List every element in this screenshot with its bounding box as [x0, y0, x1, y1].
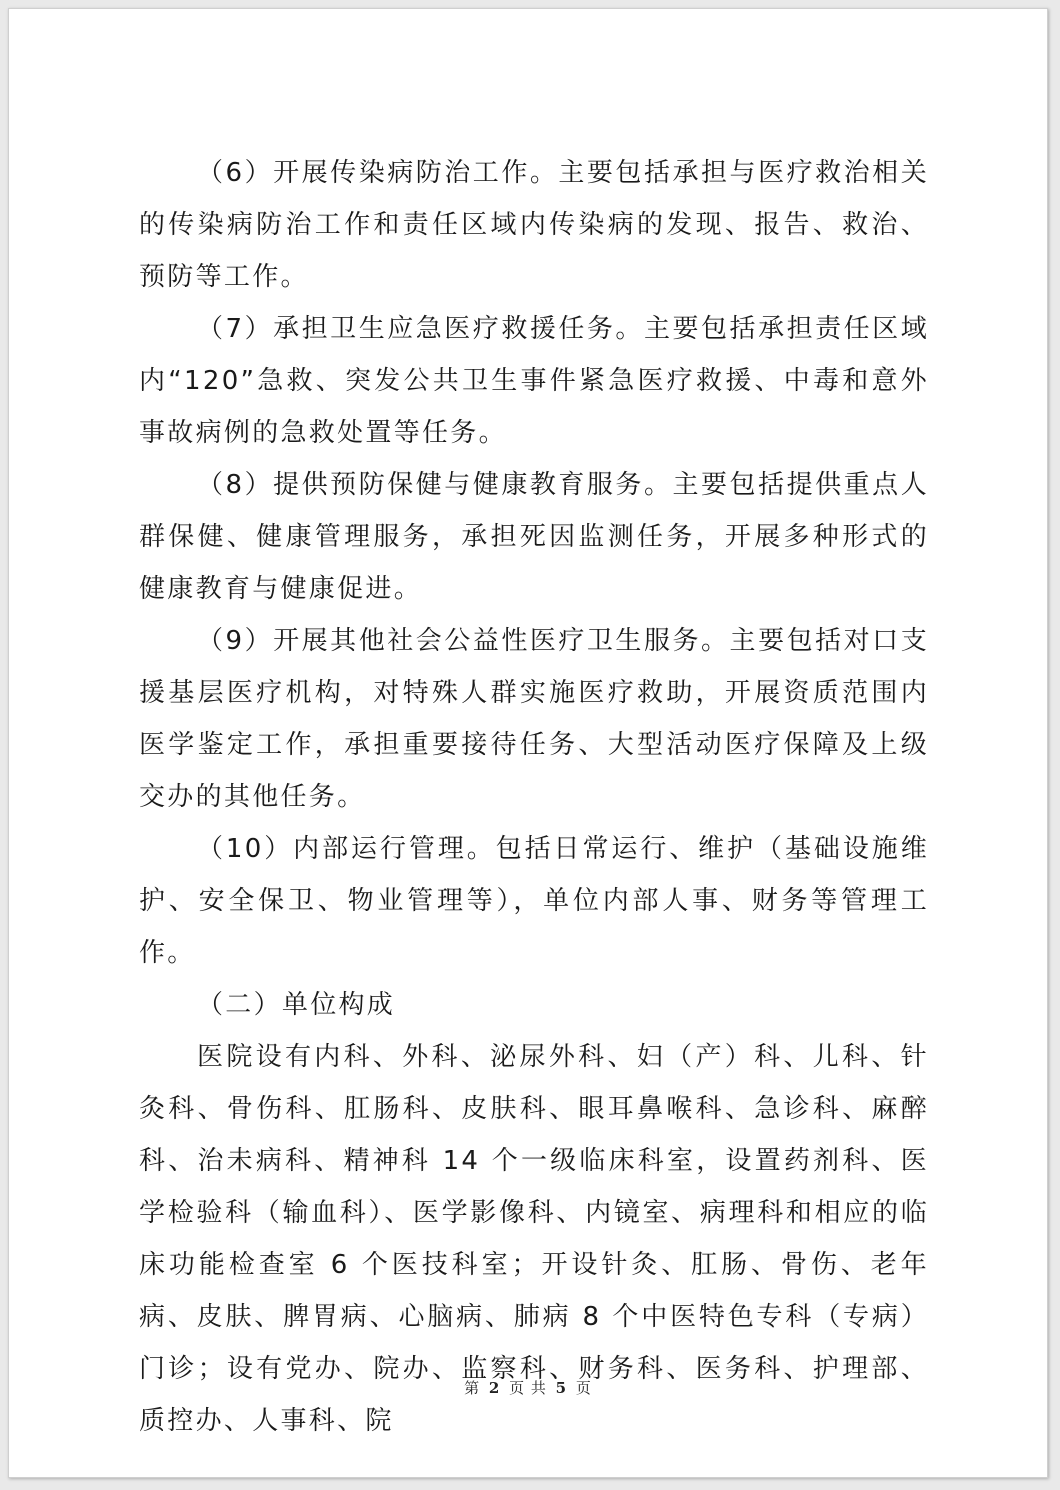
page-footer: [9, 1377, 1047, 1398]
paragraph-item-10: （10）内部运行管理。包括日常运行、维护（基础设施维护、安全保卫、物业管理等），单位内部人事、财务等管理工作。: [139, 834, 929, 968]
footer-middle: 页 共: [509, 1379, 547, 1397]
footer-prefix: 第: [464, 1379, 481, 1397]
current-page-number: 2: [488, 1379, 501, 1397]
paragraph-item-7: （7）承担卫生应急医疗救援任务。主要包括承担责任区域内“120”急救、突发公共卫生事件紧急医疗救援、中毒和意外事故病例的急救处置等任务。: [139, 314, 929, 448]
document-body: [139, 147, 929, 1447]
paragraph-item-8: （8）提供预防保健与健康教育服务。主要包括提供重点人群保健、健康管理服务，承担死因监测任务，开展多种形式的健康教育与健康促进。: [139, 470, 929, 604]
paragraph-item-6: （6）开展传染病防治工作。主要包括承担与医疗救治相关的传染病防治工作和责任区域内传染病的发现、报告、救治、预防等工作。: [139, 158, 929, 292]
total-page-count: 5: [555, 1379, 568, 1397]
footer-suffix: 页: [575, 1379, 592, 1397]
paragraph-item-9: （9）开展其他社会公益性医疗卫生服务。主要包括对口支援基层医疗机构，对特殊人群实施医疗救助，开展资质范围内医学鉴定工作，承担重要接待任务、大型活动医疗保障及上级交办的其他任务。: [139, 626, 929, 812]
section-heading-unit-composition: （二）单位构成: [197, 990, 396, 1020]
document-page: [8, 8, 1048, 1478]
paragraph-unit-composition: 医院设有内科、外科、泌尿外科、妇（产）科、儿科、针灸科、骨伤科、肛肠科、皮肤科、眼耳鼻喉科、急诊科、麻醉科、治未病科、精神科 14 个一级临床科室，设置药剂科、医学检验科（输血科）、医学影像科、内镜室、病理科和相应的临床功能检查室 6 个医技科室；开设针灸、肛肠、骨伤、老年病、皮肤、脾胃病、心脑病、肺病 8 个中医特色专科（专病）门诊；设有党办、院办、监察科、财务科、医务科、护理部、质控办、人事科、院: [139, 1042, 929, 1436]
